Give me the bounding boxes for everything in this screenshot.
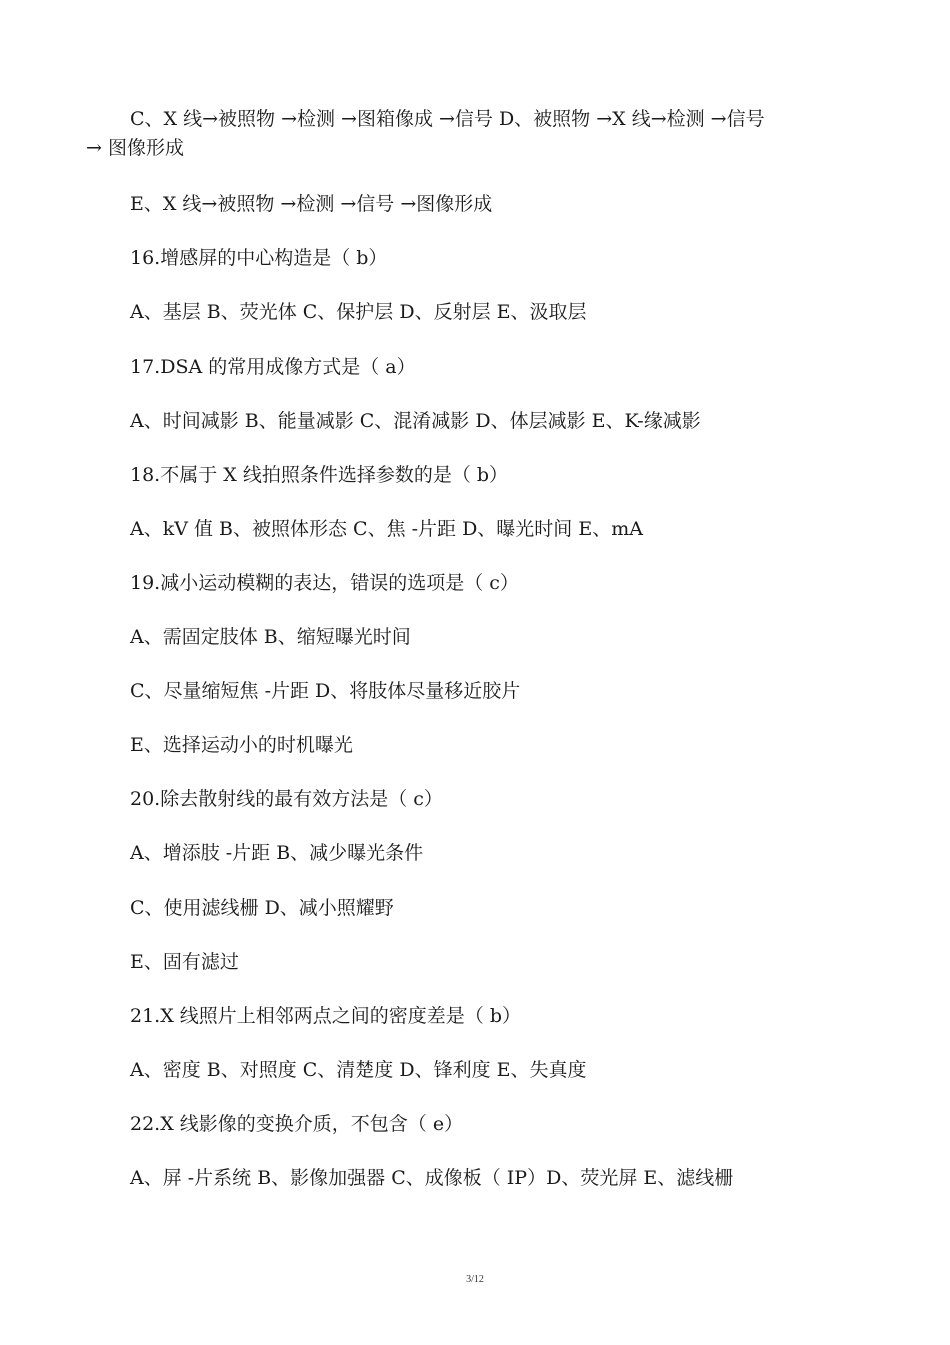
question-18: 18.不属于 X 线拍照条件选择参数的是（ b）	[130, 464, 509, 486]
answer-options: A、屏 -片系统 B、影像加强器 C、成像板（ IP）D、荧光屏 E、滤线栅	[130, 1167, 734, 1189]
answer-options: A、增添肢 -片距 B、减少曝光条件	[130, 842, 424, 864]
question-22: 22.X 线影像的变换介质，不包含（ e）	[130, 1113, 464, 1135]
question-20: 20.除去散射线的最有效方法是（ c）	[130, 788, 443, 810]
text-line: → 图像形成	[86, 137, 184, 159]
answer-options: C、使用滤线栅 D、减小照耀野	[130, 897, 394, 919]
answer-options: A、kV 值 B、被照体形态 C、焦 -片距 D、曝光时间 E、mA	[130, 518, 643, 540]
text-line: C、X 线→被照物 →检测 →图箱像成 →信号 D、被照物 →X 线→检测 →信号	[130, 108, 765, 130]
answer-options: E、选择运动小的时机曝光	[130, 734, 353, 756]
question-19: 19.减小运动模糊的表达，错误的选项是（ c）	[130, 572, 519, 594]
question-16: 16.增感屏的中心构造是（ b）	[130, 247, 388, 269]
question-17: 17.DSA 的常用成像方式是（ a）	[130, 356, 416, 378]
answer-options: E、固有滤过	[130, 951, 239, 973]
answer-options: C、尽量缩短焦 -片距 D、将肢体尽量移近胶片	[130, 680, 521, 702]
answer-options: A、基层 B、荧光体 C、保护层 D、反射层 E、汲取层	[130, 301, 587, 323]
answer-options: A、时间减影 B、能量减影 C、混淆减影 D、体层减影 E、K-缘减影	[130, 410, 701, 432]
text-line: E、X 线→被照物 →检测 →信号 →图像形成	[130, 193, 493, 215]
question-21: 21.X 线照片上相邻两点之间的密度差是（ b）	[130, 1005, 521, 1027]
answer-options: A、密度 B、对照度 C、清楚度 D、锋利度 E、失真度	[130, 1059, 587, 1081]
answer-options: A、需固定肢体 B、缩短曝光时间	[130, 626, 411, 648]
page-number: 3/12	[466, 1274, 484, 1285]
